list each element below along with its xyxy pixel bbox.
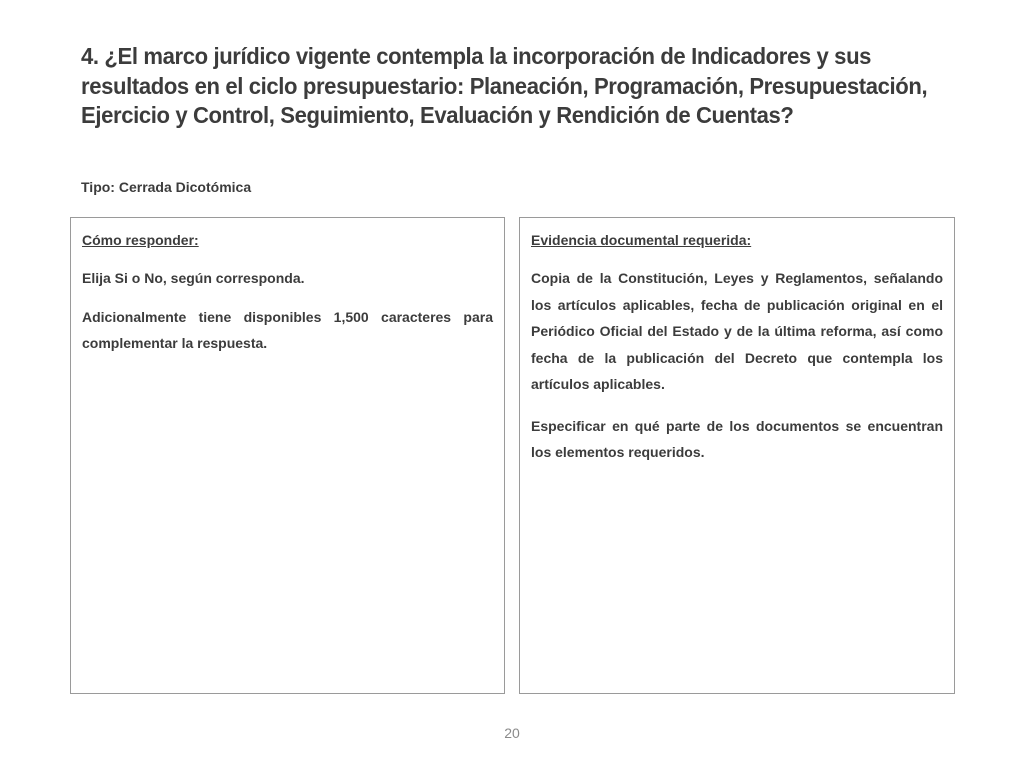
question-title: 4. ¿El marco jurídico vigente contempla la incorporación de Indicadores y sus resultados en el ciclo presupuestario: Planeación, Programación, Presupuestación, Ejercicio y Control, Seguimiento, Evaluación y Rendición de Cuentas? [81,43,928,128]
how-to-answer-panel [70,217,505,694]
page-number: 20 [504,725,520,741]
question-type: Tipo: Cerrada Dicotómica [81,179,252,195]
required-evidence-panel [519,217,955,694]
additional-characters-text: Adicionalmente tiene disponibles 1,500 caracteres para complementar la respuesta. [82,308,493,351]
how-to-answer-heading: Cómo responder: [82,232,199,248]
required-evidence-heading: Evidencia documental requerida: [531,232,752,248]
evidence-documents-text: Copia de la Constitución, Leyes y Reglamentos, señalando los artículos aplicables, fecha de publicación original en el Periódico Oficial del Estado y de la última reforma, así como fecha de la publicación del Decreto que contempla los artículos aplicables. [531,270,943,392]
evidence-location-text: Especificar en qué parte de los documentos se encuentran los elementos requeridos. [531,417,943,460]
instruction-text: Elija Si o No, según corresponda. [82,270,305,286]
